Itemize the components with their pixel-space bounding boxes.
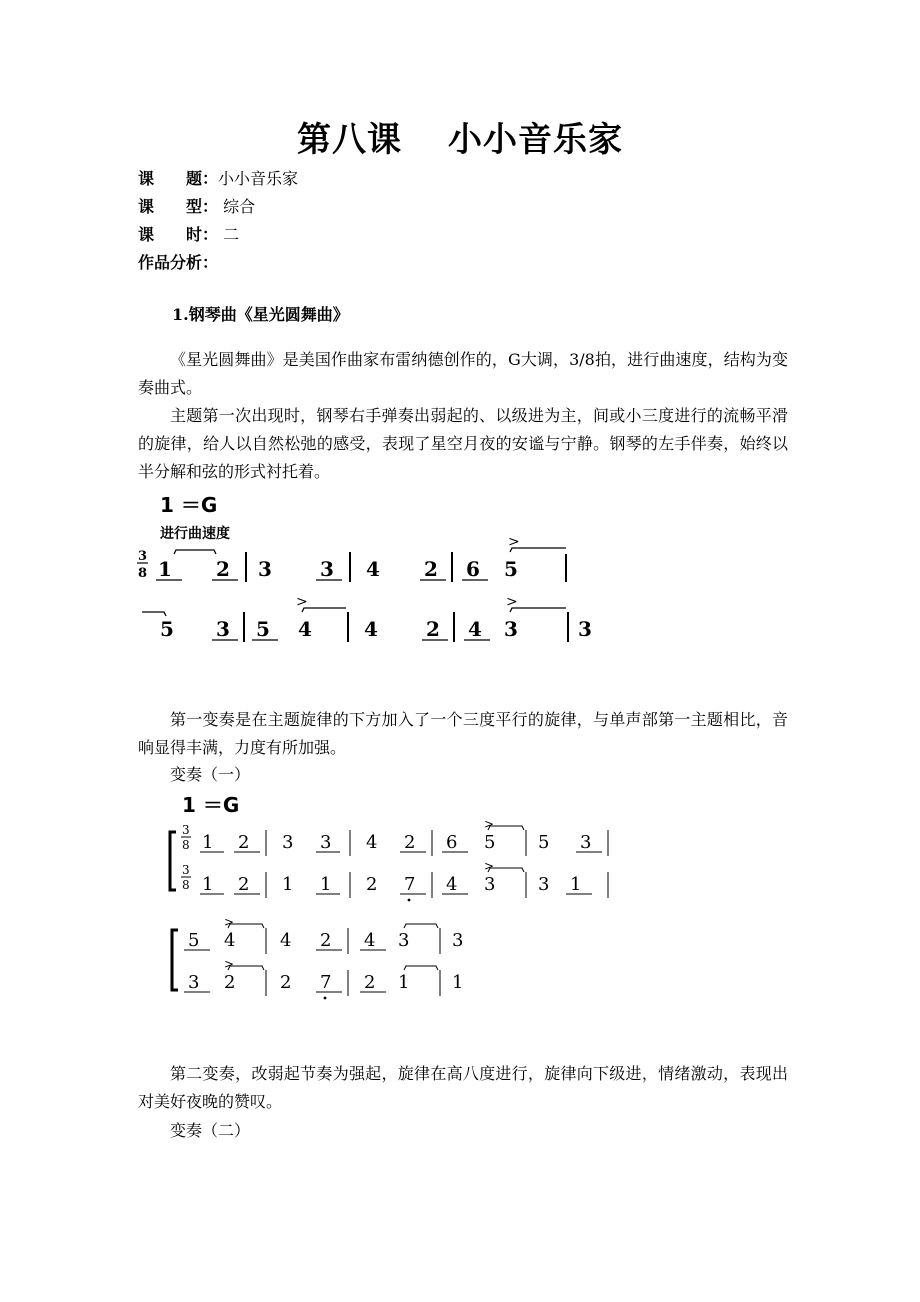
paragraph-intro: 《星光圆舞曲》是美国作曲家布雷纳德创作的，G大调，3/8拍，进行曲速度，结构为变奏曲式。: [138, 350, 788, 397]
note: 2: [366, 874, 378, 895]
theme-tempo: 进行曲速度: [160, 526, 230, 542]
var1-time-bottom: 8: [182, 878, 190, 892]
note: 2: [404, 832, 416, 853]
variation1-score: [160, 790, 630, 1010]
title-lesson: 第八课: [297, 120, 402, 160]
note: 5: [256, 617, 270, 641]
note: 4: [366, 557, 380, 581]
note: 4: [366, 832, 378, 853]
note: 2: [216, 557, 230, 581]
note: 3: [578, 617, 592, 641]
note: 2: [364, 972, 376, 993]
note: 2: [424, 557, 438, 581]
note: 1: [202, 832, 214, 853]
note: 1: [202, 874, 214, 895]
var1-time-top: 3: [182, 823, 190, 837]
note: 4: [280, 930, 292, 951]
accent-mark: >: [224, 957, 235, 971]
note: 4: [364, 617, 378, 641]
accent-mark: >: [296, 594, 308, 610]
note: 3: [216, 617, 230, 641]
note: 6: [466, 557, 480, 581]
note: 1: [398, 972, 410, 993]
theme-time-bottom: 8: [138, 566, 148, 581]
note: 3: [320, 832, 332, 853]
note: 5: [160, 617, 174, 641]
note: 1: [282, 874, 294, 895]
note: 3: [452, 930, 464, 951]
variation2-label: 变奏（二）: [170, 1121, 251, 1140]
note: 4: [364, 930, 376, 951]
note: 3: [282, 832, 294, 853]
theme-key: 1 ＝G: [160, 493, 218, 517]
note: 3: [580, 832, 592, 853]
note: 4: [298, 617, 312, 641]
accent-mark: >: [506, 594, 518, 610]
note: 4: [446, 874, 458, 895]
note: 3: [188, 972, 200, 993]
page-title: [0, 112, 920, 161]
theme-time-top: 3: [138, 549, 148, 564]
accent-mark: >: [484, 859, 495, 873]
note: 3: [398, 930, 410, 951]
theme-score: [130, 490, 630, 650]
note: 5: [504, 557, 518, 581]
note: 4: [468, 617, 482, 641]
note: 3: [504, 617, 518, 641]
note: 3: [258, 557, 272, 581]
paragraph-variation1: 第一变奏是在主题旋律的下方加入了一个三度平行的旋律，与单声部第一主题相比，音响显得丰满，力度有所加强。: [138, 710, 788, 757]
title-topic: 小小音乐家: [448, 120, 623, 160]
note: 3: [538, 874, 550, 895]
accent-mark: >: [508, 534, 520, 550]
note: 3: [320, 557, 334, 581]
note: 1: [570, 874, 582, 895]
meta-hours: 课 时： 二: [138, 225, 240, 244]
note: 7: [404, 874, 416, 895]
note: 2: [280, 972, 292, 993]
accent-mark: >: [484, 817, 495, 831]
note: 3: [484, 874, 496, 895]
paragraph-variation2: 第二变奏，改弱起节奏为强起，旋律在高八度进行，旋律向下级进，情绪激动，表现出对美好夜晚的赞叹。: [138, 1064, 788, 1111]
var1-time-bottom: 8: [182, 838, 190, 852]
note: 7: [320, 972, 332, 993]
note: 2: [238, 874, 250, 895]
note: 6: [446, 832, 458, 853]
variation1-label: 变奏（一）: [170, 765, 251, 784]
var1-time-top: 3: [182, 863, 190, 877]
note: 5: [188, 930, 200, 951]
note: 4: [224, 930, 236, 951]
var1-key: 1 ＝G: [182, 793, 240, 817]
note: 1: [452, 972, 464, 993]
note: 5: [538, 832, 550, 853]
meta-type: 课 型： 综合: [138, 197, 256, 216]
note: 2: [320, 930, 332, 951]
accent-mark: >: [224, 915, 235, 929]
note: 1: [158, 557, 172, 581]
note: 2: [426, 617, 440, 641]
note: 1: [320, 874, 332, 895]
paragraph-theme: 主题第一次出现时，钢琴右手弹奏出弱起的、以级进为主，间或小三度进行的流畅平滑的旋律，给人以自然松弛的感受，表现了星空月夜的安谧与宁静。钢琴的左手伴奏，始终以半分解和弦的形式衬托着。: [138, 406, 788, 481]
note: 2: [238, 832, 250, 853]
note: 5: [484, 832, 496, 853]
meta-topic: 课 题：小小音乐家: [138, 169, 299, 188]
piece-heading: 1.钢琴曲《星光圆舞曲》: [172, 305, 349, 324]
analysis-label: 作品分析：: [138, 253, 219, 272]
note: 2: [224, 972, 236, 993]
